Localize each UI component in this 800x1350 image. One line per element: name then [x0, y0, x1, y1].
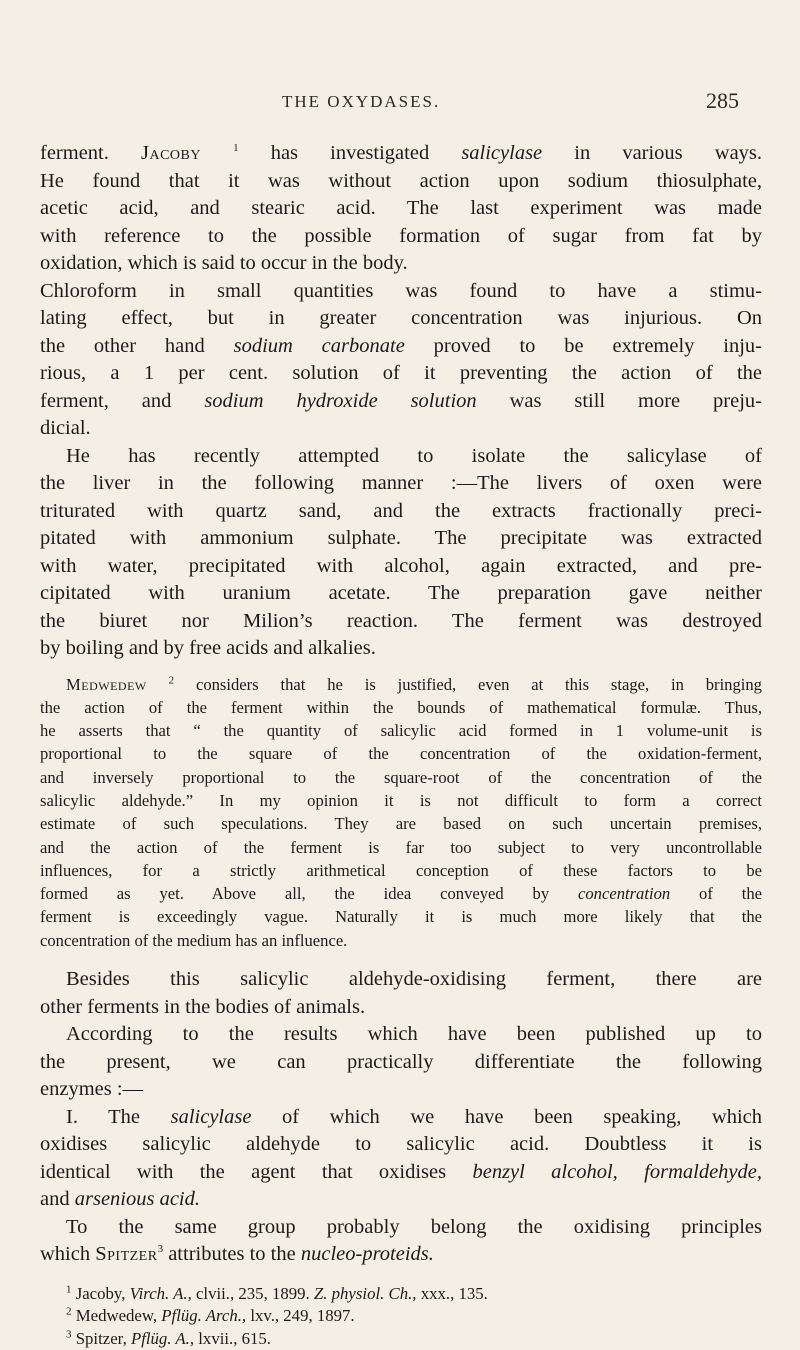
- text-line: pitated with ammonium sulphate. The precipitate was extracted: [40, 527, 762, 549]
- author-name: Jacoby: [140, 142, 201, 164]
- text-line: the action of the ferment within the bounds of mathematical formulæ. Thus,: [40, 697, 762, 717]
- text-line: He found that it was without action upon sodium thiosulphate,: [40, 169, 762, 192]
- text-line: To the same group probably belong the oxidising principles: [66, 1215, 762, 1238]
- footnote-ref: 3: [157, 1243, 164, 1256]
- text-line: the present, we can practically differentiate the following: [40, 1050, 762, 1073]
- text-line: and the action of the ferment is far too subject to very uncontrollable: [40, 837, 762, 857]
- text-line: the biuret nor Milion’s reaction. The ferment was destroyed: [40, 609, 762, 632]
- small-print-paragraph: [40, 673, 762, 953]
- page-body: [40, 140, 762, 1350]
- footnote-ref: 2: [168, 673, 175, 686]
- text-line: Besides this salicylic aldehyde-oxidising ferment, there are: [66, 968, 762, 991]
- text-line: estimate of such speculations. They are based on such uncertain premises,: [40, 814, 762, 834]
- text-line: he asserts that “ the quantity of salicylic acid formed in 1 volume-unit is: [40, 721, 762, 741]
- author-name: Medwedew: [66, 674, 147, 694]
- paragraph-enzymes: [40, 966, 762, 1269]
- text-line: by boiling and by free acids and alkalies.: [40, 637, 376, 659]
- page-number: 285: [706, 88, 739, 113]
- text-line: Medwedew $^2$ considers that he is justified, even at this stage, in bringing: [66, 673, 762, 694]
- text-line: triturated with quartz sand, and the extracts fractionally preci-: [40, 499, 762, 522]
- text-line: concentration of the medium has an influence.: [40, 930, 348, 950]
- text-line: the other hand sodium carbonate proved to be extremely inju-: [40, 334, 763, 357]
- text-line: the liver in the following manner :—The livers of oxen were: [40, 472, 762, 494]
- text-line: ferment is exceedingly vague. Naturally it is much more likely that the: [40, 907, 762, 927]
- text-line: cipitated with uranium acetate. The preparation gave neither: [40, 582, 762, 604]
- text-line: dicial.: [40, 417, 91, 439]
- text-line: with water, precipitated with alcohol, again extracted, and pre-: [40, 554, 762, 577]
- text-line: According to the results which have been published up to: [66, 1023, 762, 1046]
- text-line: ferment, and sodium hydroxide solution was still more preju-: [40, 389, 763, 412]
- paragraph-isolation: [40, 443, 762, 663]
- text-line: rious, a 1 per cent. solution of it preventing the action of the: [40, 362, 762, 384]
- footnote-ref: 1: [233, 142, 239, 155]
- text-line: oxidation, which is said to occur in the body.: [40, 252, 408, 274]
- author-name: Spitzer: [95, 1243, 158, 1266]
- text-line: lating effect, but in greater concentration was injurious. On: [40, 307, 762, 329]
- text-line: proportional to the square of the concentration of the oxidation-ferment,: [40, 744, 762, 764]
- footnotes: [40, 1283, 762, 1350]
- text-line: ferment. Jacoby $^1$ has investigated salicylase in various ways.: [40, 142, 763, 164]
- text-line: which Spitzer$^3$ attributes to the nucleo-proteids.: [40, 1243, 434, 1266]
- running-head: THE OXYDASES.: [282, 92, 441, 111]
- footnote: $^2$ Medwedew, Pflüg. Arch., lxv., 249, 1897.: [66, 1305, 355, 1326]
- text-line: other ferments in the bodies of animals.: [40, 995, 366, 1018]
- text-line: acetic acid, and stearic acid. The last experiment was made: [40, 197, 762, 219]
- text-line: He has recently attempted to isolate the salicylase of: [66, 444, 762, 467]
- text-line: enzymes :—: [40, 1078, 144, 1101]
- text-line: identical with the agent that oxidises benzyl alcohol, formaldehyde,: [40, 1160, 762, 1183]
- text-line: with reference to the possible formation of sugar from fat by: [40, 224, 762, 247]
- paragraph-jacoby: [40, 140, 762, 443]
- text-line: and arsenious acid.: [40, 1188, 201, 1211]
- page-header: [0, 88, 800, 122]
- text-line: salicylic aldehyde.” In my opinion it is not difficult to form a correct: [40, 790, 762, 810]
- text-line: Chloroform in small quantities was found to have a stimu-: [40, 279, 762, 302]
- text-line: and inversely proportional to the square-root of the concentration of the: [40, 767, 762, 787]
- text-line: influences, for a strictly arithmetical conception of these factors to be: [40, 860, 762, 880]
- text-line: formed as yet. Above all, the idea conveyed by concentration of the: [40, 884, 762, 904]
- footnote: $^3$ Spitzer, Pflüg. A., lxvii., 615.: [66, 1327, 271, 1348]
- text-line: I. The salicylase of which we have been speaking, which: [66, 1105, 763, 1128]
- footnote: $^1$ Jacoby, Virch. A., clvii., 235, 1899. Z. physiol. Ch., xxx., 135.: [66, 1282, 488, 1303]
- text-line: oxidises salicylic aldehyde to salicylic acid. Doubtless it is: [40, 1133, 762, 1156]
